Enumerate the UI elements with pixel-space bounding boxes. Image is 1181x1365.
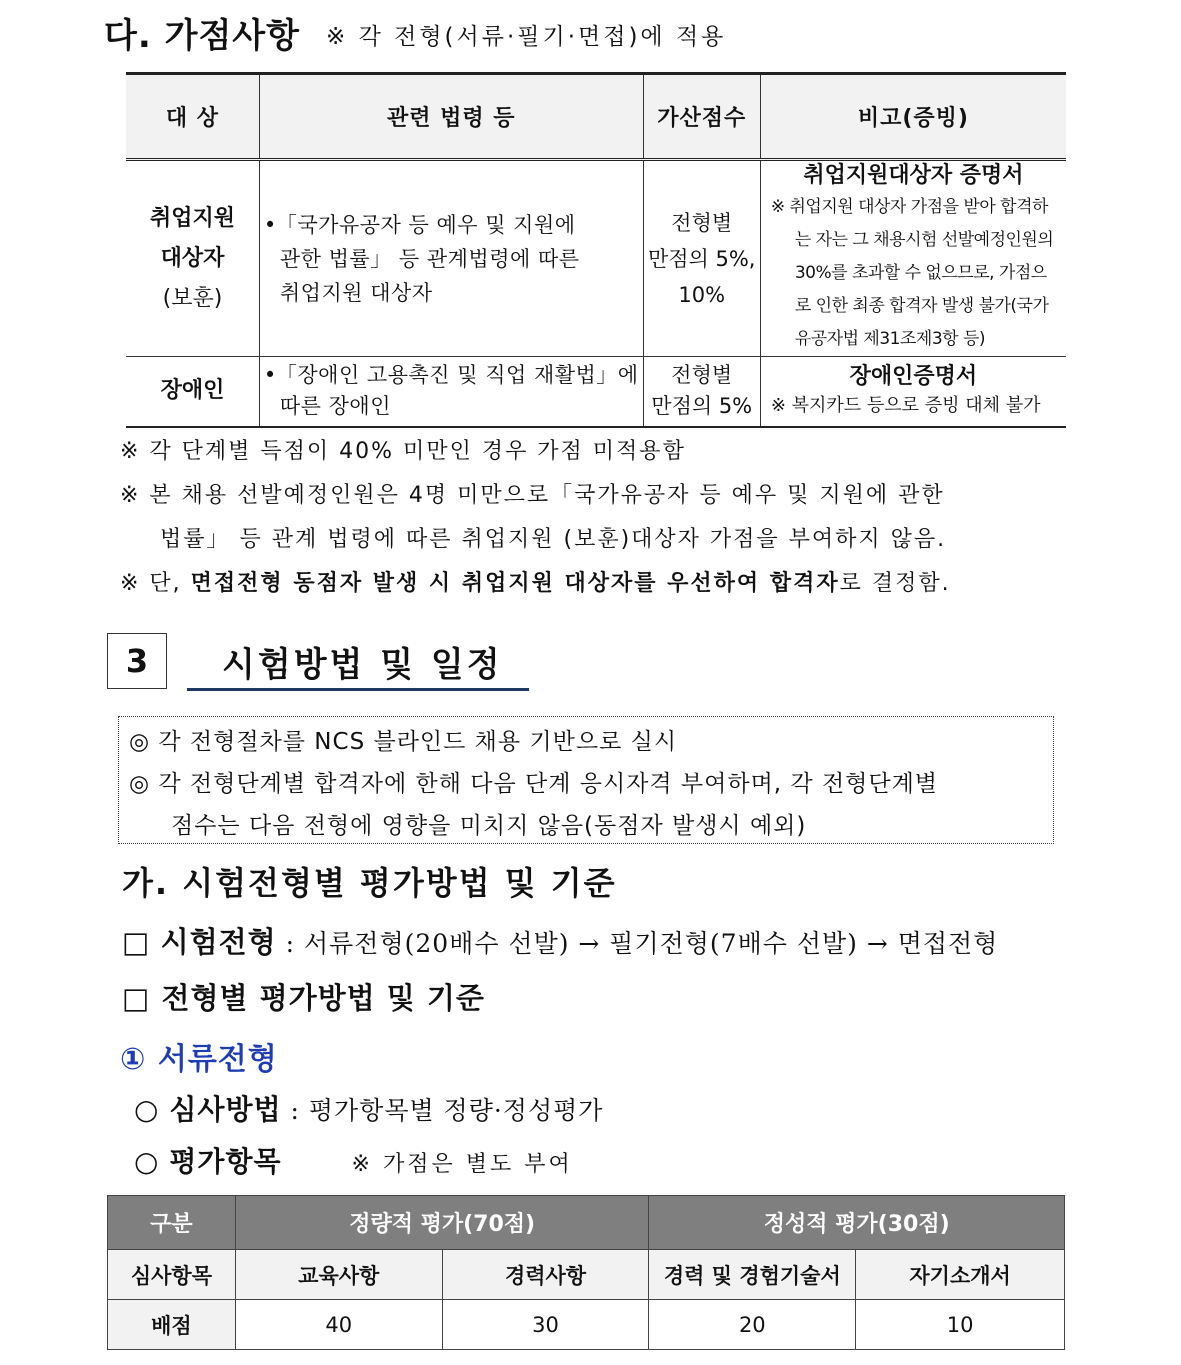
- item-header: 교육사항: [235, 1250, 442, 1300]
- section-title: 다. 가점사항: [104, 16, 300, 56]
- subsection-title: 가. 시험전형별 평가방법 및 기준: [122, 864, 617, 902]
- note-emphasis: 면접전형 동점자 발생 시 취업지원 대상자를 우선하여 합격자: [190, 571, 840, 596]
- note-line: [120, 562, 1070, 606]
- section-title: 시험방법 및 일정: [222, 645, 503, 685]
- row-label: 배점: [108, 1300, 236, 1350]
- target-cell: [126, 160, 259, 357]
- circle-icon: ○: [134, 1093, 160, 1126]
- evaluation-table: [107, 1195, 1065, 1350]
- table-row: [108, 1196, 1065, 1250]
- remark-cell: [760, 357, 1066, 427]
- target-line: 취업지원: [149, 205, 235, 231]
- law-cell: [259, 160, 643, 357]
- info-box: [118, 716, 1054, 844]
- note-text: ※ 단,: [120, 571, 191, 596]
- notes-block: [120, 430, 1070, 606]
- score-line: 10%: [678, 282, 726, 307]
- score-line: 전형별: [671, 210, 733, 235]
- law-line: 「국가유공자 등 예우 및 지원에: [275, 212, 576, 237]
- score-cell: [643, 160, 760, 357]
- exam-stages-line: [122, 920, 998, 961]
- remark-title: 취업지원대상자 증명서: [803, 163, 1024, 188]
- section-number: 3: [107, 633, 167, 689]
- score-line: 전형별: [671, 363, 733, 388]
- circle-icon: ○: [134, 1145, 160, 1178]
- score-cell: [643, 357, 760, 427]
- item-header: 자기소개서: [856, 1250, 1065, 1300]
- note-line: ※ 본 채용 선발예정인원은 4명 미만으로「국가유공자 등 예우 및 지원에 관한: [120, 483, 945, 508]
- header-law: 관련 법령 등: [259, 74, 643, 160]
- bonus-points-table: [126, 72, 1066, 428]
- score-value: 10: [856, 1300, 1065, 1350]
- law-line: 「장애인 고용촉진 및 직업 재활법」에: [275, 363, 639, 388]
- method-line: [134, 1088, 603, 1128]
- score-line: 만점의 5%,: [647, 246, 756, 271]
- items-note: ※ 가점은 별도 부여: [351, 1152, 573, 1177]
- note-line: ※ 각 단계별 득점이 40% 미만인 경우 가점 미적용함: [120, 439, 686, 464]
- target-line: 대상자: [160, 245, 225, 271]
- section-note: ※ 각 전형(서류·필기·면접)에 적용: [326, 24, 727, 50]
- document-stage-heading: ① 서류전형: [120, 1042, 278, 1077]
- header-remark: 비고(증빙): [760, 74, 1066, 160]
- item-header: 경력 및 경험기술서: [649, 1250, 856, 1300]
- criteria-heading: □ 전형별 평가방법 및 기준: [122, 981, 485, 1015]
- exam-value: : 서류전형(20배수 선발) → 필기전형(7배수 선발) → 면접전형: [276, 929, 999, 958]
- law-line: 관한 법률」 등 관계법령에 따른: [279, 246, 580, 271]
- exam-label: 시험전형: [160, 925, 277, 959]
- header-quantitative: 정량적 평가(70점): [235, 1196, 649, 1250]
- score-value: 20: [649, 1300, 856, 1350]
- remark-body: ※ 복지카드 등으로 증빙 대체 불가: [770, 395, 1041, 417]
- method-value: : 평가항목별 정량·정성평가: [281, 1096, 604, 1125]
- table-row: [108, 1250, 1065, 1300]
- items-line: [134, 1140, 573, 1180]
- header-qualitative: 정성적 평가(30점): [649, 1196, 1065, 1250]
- note-line: 법률」 등 관계 법령에 따른 취업지원 (보훈)대상자 가점을 부여하지 않음.: [160, 527, 947, 552]
- row-label: 심사항목: [108, 1250, 236, 1300]
- bullet-icon: •: [263, 212, 277, 237]
- remark-title: 장애인증명서: [849, 364, 978, 390]
- score-value: 40: [235, 1300, 442, 1350]
- score-line: 만점의 5%: [651, 394, 753, 419]
- items-label: 평가항목: [169, 1145, 282, 1178]
- header-category: 구분: [108, 1196, 236, 1250]
- law-line: 따른 장애인: [279, 394, 391, 419]
- header-score: 가산점수: [643, 74, 760, 160]
- item-header: 경력사항: [442, 1250, 649, 1300]
- header-target: 대 상: [126, 74, 259, 160]
- target-line: (보훈): [162, 285, 223, 311]
- info-line: ◎ 각 전형절차를 NCS 블라인드 채용 기반으로 실시: [129, 729, 678, 755]
- score-value: 30: [442, 1300, 649, 1350]
- target-cell: 장애인: [126, 357, 259, 427]
- checkbox-icon: □: [122, 925, 151, 959]
- note-text: 로 결정함.: [839, 571, 951, 596]
- method-label: 심사방법: [169, 1093, 282, 1126]
- remark-cell: [760, 160, 1066, 357]
- law-cell: [259, 357, 643, 427]
- table-row: [126, 160, 1066, 357]
- table-row: [108, 1300, 1065, 1350]
- remark-body: ※ 취업지원 대상자 가점을 받아 합격하는 자는 그 채용시험 선발예정인원의 30%를 초과할 수 없으므로, 가점으로 인한 최종 합격자 발생 불가(국가유공자법 제31조제3항 등): [770, 197, 1054, 349]
- info-line: ◎ 각 전형단계별 합격자에 한해 다음 단계 응시자격 부여하며, 각 전형단계별: [129, 771, 939, 797]
- law-line: 취업지원 대상자: [279, 280, 433, 305]
- title-underline: [187, 688, 529, 691]
- bullet-icon: •: [263, 363, 277, 388]
- info-line: 점수는 다음 전형에 영향을 미치지 않음(동점자 발생시 예외): [171, 813, 807, 839]
- table-row: [126, 357, 1066, 427]
